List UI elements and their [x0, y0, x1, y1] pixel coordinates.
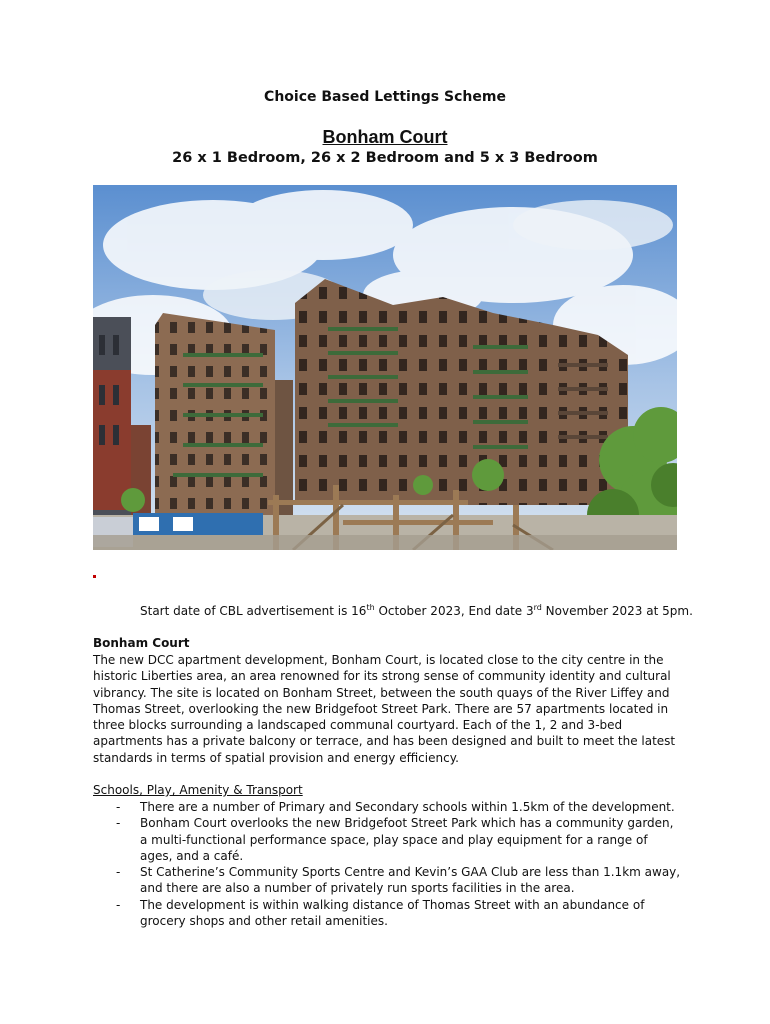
- amenities-list: [93, 799, 683, 929]
- advert-middle-text: October 2023, End date 3: [374, 604, 534, 618]
- advert-end-sup: rd: [533, 603, 542, 612]
- bullet-dash: -: [116, 897, 121, 912]
- list-item: [93, 815, 683, 864]
- bullet-dash: -: [116, 816, 121, 831]
- page-subtitle: 26 x 1 Bedroom, 26 x 2 Bedroom and 5 x 3 Bedroom: [172, 150, 598, 166]
- list-item: [93, 897, 683, 930]
- advert-start-text: Start date of CBL advertisement is 16: [140, 604, 367, 618]
- list-item-text: Bonham Court overlooks the new Bridgefoot Street Park which has a community garden, a multi-functional performance space, play space and play equipment for a range of ages, and a café.: [140, 816, 674, 863]
- bullet-dash: -: [116, 800, 121, 814]
- section-body: The new DCC apartment development, Bonham Court, is located close to the city centre in the historic Liberties area, an area renowned for its strong sense of community identity and cultural vibrancy. The site is located on Bonham Street, between the south quays of the River Liffey and Thomas Street, overlooking the new Bridgefoot Street Park. There are 57 apartments located in three blocks surrounding a landscaped communal courtyard. Each of the 1, 2 and 3-bed apartments has a private balcony or terrace, and has been designed and built to meet the latest standards in terms of spatial provision and energy efficiency.: [93, 653, 676, 765]
- red-mark: [93, 575, 96, 578]
- building-photo: [93, 185, 677, 550]
- advertisement-dates: [140, 603, 693, 618]
- list-item-text: There are a number of Primary and Secondary schools within 1.5km of the development.: [140, 800, 675, 814]
- section-heading: Bonham Court: [93, 636, 190, 650]
- scheme-heading: Choice Based Lettings Scheme: [264, 89, 506, 105]
- amenities-heading: Schools, Play, Amenity & Transport: [93, 783, 303, 797]
- advert-end-text: November 2023 at 5pm.: [541, 604, 693, 618]
- list-item: [93, 799, 683, 815]
- advert-start-sup: th: [366, 603, 375, 612]
- list-item-text: St Catherine’s Community Sports Centre and Kevin’s GAA Club are less than 1.1km away, and there are also a number of privately run sports facilities in the area.: [140, 865, 681, 896]
- list-item: [93, 864, 683, 897]
- list-item-text: The development is within walking distance of Thomas Street with an abundance of grocery shops and other retail amenities.: [140, 897, 645, 929]
- page-title: Bonham Court: [322, 127, 448, 147]
- bullet-dash: -: [116, 865, 121, 880]
